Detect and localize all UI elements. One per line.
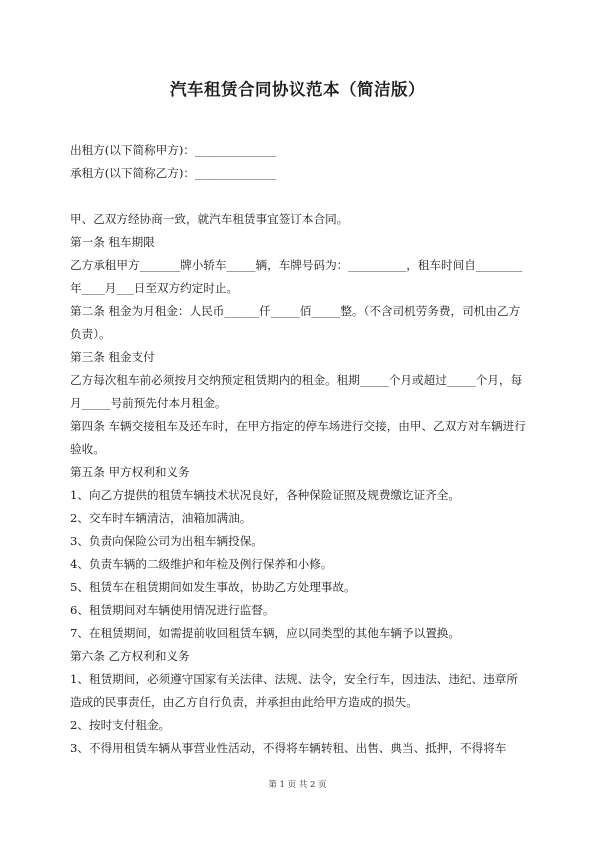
contract-body — [70, 208, 526, 760]
paragraph: 甲、乙双方经协商一致，就汽车租赁事宜签订本合同。 — [70, 212, 349, 226]
list-item: 2、按时支付租金。 — [70, 718, 171, 732]
list-item: 2、交车时车辆清洁，油箱加满油。 — [70, 511, 252, 525]
section-heading: 第六条 乙方权利和义务 — [70, 649, 190, 663]
page-footer: 第 1 页 共 2 页 — [268, 780, 327, 790]
list-item: 3、负责向保险公司为出租车辆投保。 — [70, 534, 263, 548]
paragraph: 第四条 车辆交接租车及还车时，在甲方指定的停车场进行交接，由甲、乙双方对车辆进行验收。 — [70, 419, 526, 456]
paragraph: 乙方承租甲方_______牌小轿车_____辆，车牌号码为：__________，租车时间自________年____月___日至双方约定时止。 — [70, 258, 523, 295]
paragraph: 乙方每次租车前必须按月交纳预定租赁期内的租金。租期_____个月或超过_____个月，每月_____号前预先付本月租金。 — [70, 373, 523, 410]
lessee-line: 承租方(以下简称乙方)：______________ — [70, 166, 277, 180]
list-item: 4、负责车辆的二级维护和年检及例行保养和小修。 — [70, 557, 333, 571]
list-item: 1、租赁期间，必须遵守国家有关法律、法规、法令，安全行车，因违法、违纪、违章所造成的民事责任，由乙方自行负责，并承担由此给甲方造成的损失。 — [70, 672, 518, 709]
paragraph: 第二条 租金为月租金：人民币______仟_____佰_____整。（不含司机劳务费，司机由乙方负责）。 — [70, 304, 521, 341]
list-item: 1、向乙方提供的租赁车辆技术状况良好，各种保险证照及规费缴讫证齐全。 — [70, 488, 460, 502]
list-item: 6、租赁期间对车辆使用情况进行监督。 — [70, 603, 275, 617]
section-heading: 第三条 租金支付 — [70, 350, 155, 364]
list-item: 5、租赁车在租赁期间如发生事故，协助乙方处理事故。 — [70, 580, 356, 594]
section-heading: 第一条 租车期限 — [70, 235, 155, 249]
list-item: 7、在租赁期间，如需提前收回租赁车辆，应以同类型的其他车辆予以置换。 — [70, 626, 460, 640]
lessor-line: 出租方(以下简称甲方)：______________ — [70, 143, 277, 157]
list-item: 3、不得用租赁车辆从事营业性活动，不得将车辆转租、出售、典当、抵押，不得将车 — [70, 741, 507, 755]
section-heading: 第五条 甲方权利和义务 — [70, 465, 190, 479]
document-title: 汽车租赁合同协议范本（简洁版） — [170, 80, 425, 99]
